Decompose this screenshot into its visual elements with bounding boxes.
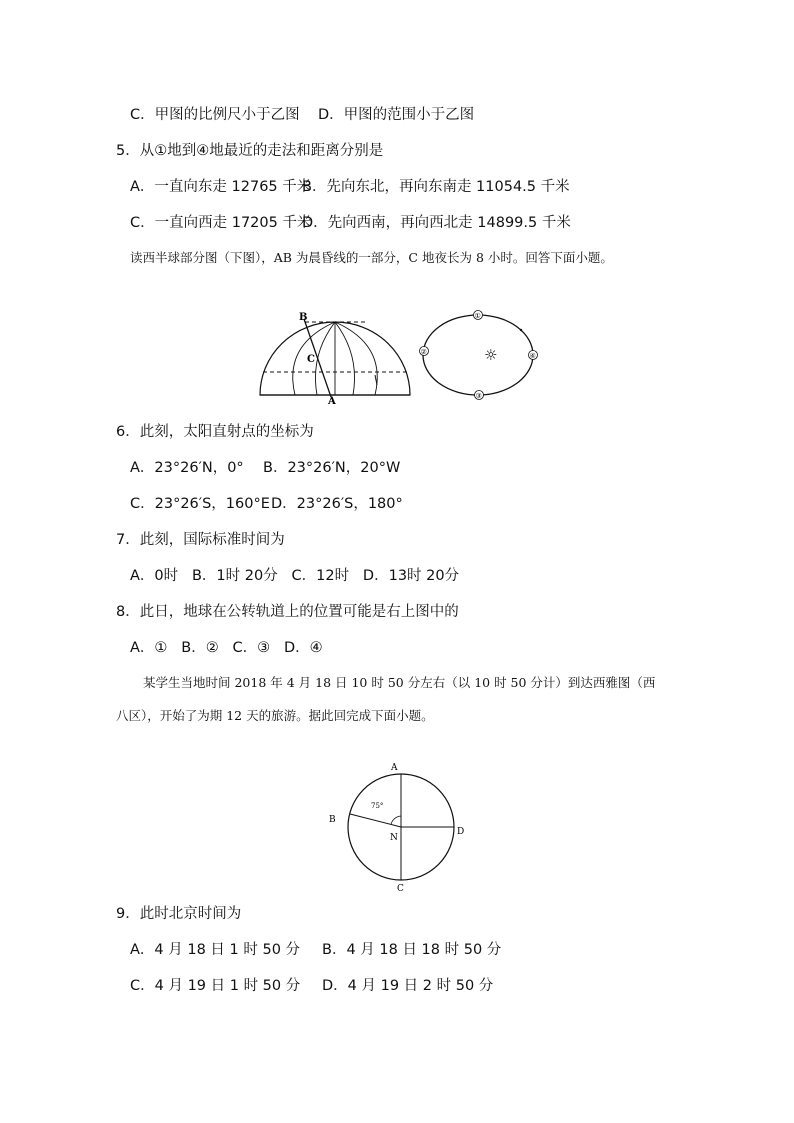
reading-intro-2-line1: 某学生当地时间 2018 年 4 月 18 日 10 时 50 分左右（以 10 时 50 分计）到达西雅图（西 bbox=[143, 675, 656, 690]
q6-option-b: B．23°26′N，20°W bbox=[263, 460, 401, 476]
polar-view-figure bbox=[323, 760, 473, 895]
q4-option-d: D．甲图的范围小于乙图 bbox=[318, 107, 475, 123]
q6-option-c: C．23°26′S，160°E bbox=[130, 496, 270, 512]
orbit-point-2: ② bbox=[420, 348, 427, 356]
reading-intro-1: 读西半球部分图（下图），AB 为晨昏线的一部分，C 地夜长为 8 小时。回答下面小题。 bbox=[130, 250, 613, 265]
q9-option-a: A．4 月 18 日 1 时 50 分 bbox=[130, 942, 301, 958]
q6-option-d: D．23°26′S，180° bbox=[271, 496, 403, 512]
q4-option-c: C．甲图的比例尺小于乙图 bbox=[130, 107, 300, 123]
label-b: B bbox=[299, 312, 308, 323]
label-c: C bbox=[307, 354, 315, 365]
q5-option-a: A．一直向东走 12765 千米 bbox=[130, 179, 312, 195]
q9-stem: 9．此时北京时间为 bbox=[116, 906, 242, 922]
q5-option-c: C．一直向西走 17205 千米 bbox=[130, 215, 312, 231]
q7-stem: 7．此刻，国际标准时间为 bbox=[116, 532, 285, 548]
orbit-point-1: ① bbox=[474, 312, 481, 320]
point-a: A bbox=[391, 763, 398, 773]
point-d: D bbox=[457, 827, 465, 837]
q9-option-b: B．4 月 18 日 18 时 50 分 bbox=[322, 942, 502, 958]
q6-option-a: A．23°26′N，0° bbox=[130, 460, 244, 476]
q8-options: A．① B．② C．③ D．④ bbox=[130, 640, 323, 656]
q5-option-b: B．先向东北，再向东南走 11054.5 千米 bbox=[302, 179, 570, 195]
q8-stem: 8．此日，地球在公转轨道上的位置可能是右上图中的 bbox=[116, 604, 459, 620]
q5-option-d: D．先向西南，再向西北走 14899.5 千米 bbox=[302, 215, 571, 231]
q9-option-d: D．4 月 19 日 2 时 50 分 bbox=[322, 978, 494, 994]
orbit-figure bbox=[418, 305, 543, 405]
pole-n: N bbox=[390, 833, 398, 843]
angle-label: 75° bbox=[371, 802, 384, 810]
reading-intro-2-line2: 八区），开始了为期 12 天的旅游。据此回完成下面小题。 bbox=[116, 708, 434, 723]
q5-stem: 5．从①地到④地最近的走法和距离分别是 bbox=[116, 143, 384, 159]
point-b: B bbox=[329, 815, 336, 825]
q7-options: A．0时 B．1时 20分 C．12时 D．13时 20分 bbox=[130, 568, 460, 584]
q6-stem: 6．此刻，太阳直射点的坐标为 bbox=[116, 424, 314, 440]
hemisphere-figure bbox=[255, 305, 415, 405]
orbit-point-3: ③ bbox=[475, 392, 482, 400]
label-a: A bbox=[328, 396, 336, 405]
sun-icon: ☼ bbox=[484, 346, 498, 364]
orbit-point-4: ④ bbox=[529, 352, 536, 360]
point-c: C bbox=[397, 884, 404, 894]
q9-option-c: C．4 月 19 日 1 时 50 分 bbox=[130, 978, 301, 994]
